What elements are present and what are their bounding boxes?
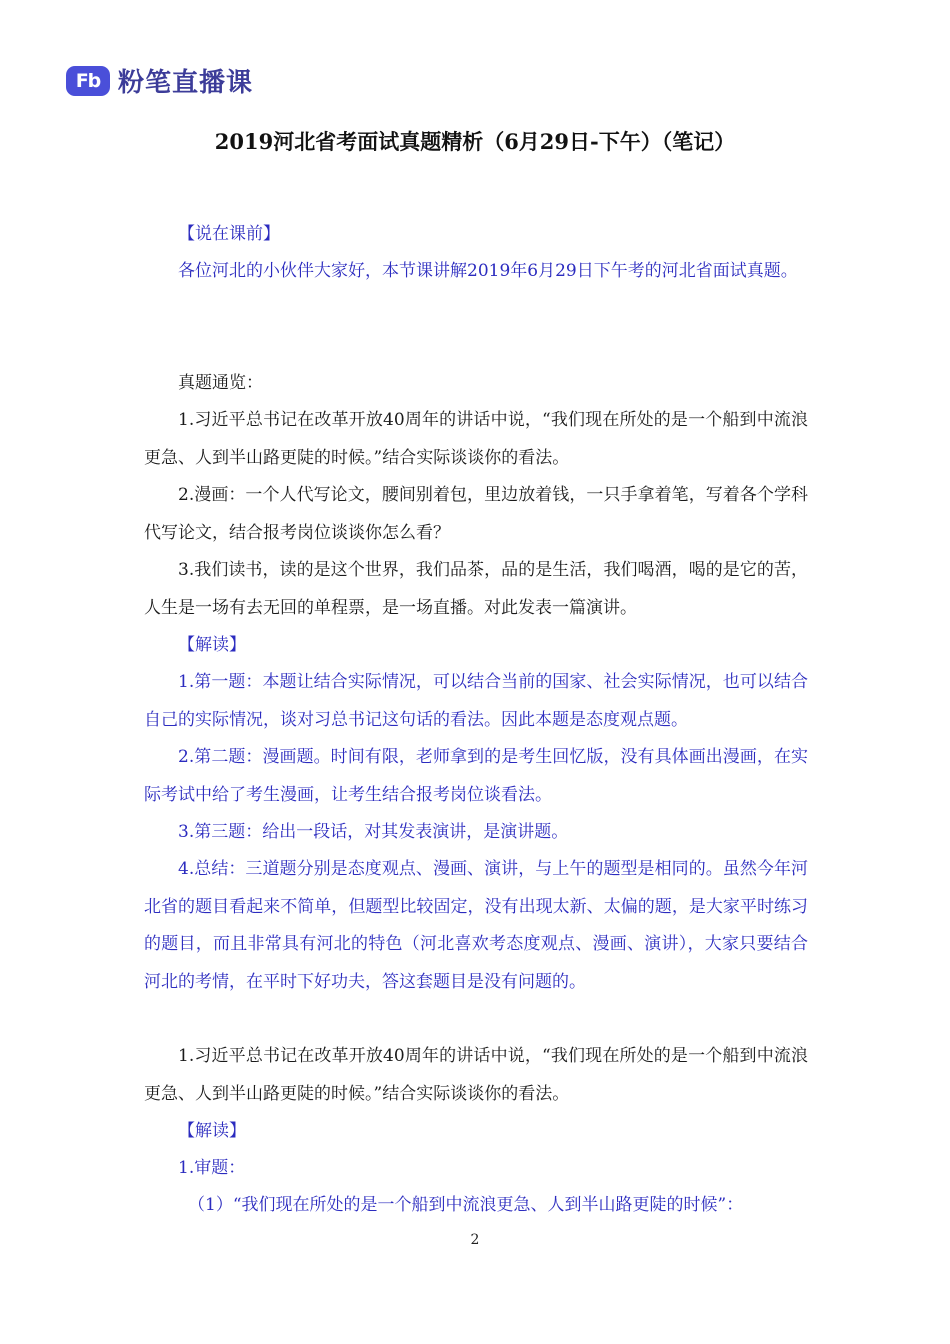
overview-heading: 真题通览： (178, 373, 263, 393)
intro-text: 各位河北的小伙伴大家好，本节课讲解2019年6月29日下午考的河北省面试真题。 (178, 261, 798, 281)
fb-logo-icon: Fb (66, 66, 110, 96)
overview-question-2: 2.漫画：一个人代写论文，腰间别着包，里边放着钱，一只手拿着笔，写着各个学科代写论文，结合报考岗位谈谈你怎么看？ (144, 485, 808, 543)
intro-heading: 【说在课前】 (178, 224, 280, 244)
question-1-analysis-heading: 【解读】 (178, 1121, 246, 1141)
analysis-item-4: 4.总结：三道题分别是态度观点、漫画、演讲，与上午的题型是相同的。虽然今年河北省的题目看起来不简单，但题型比较固定，没有出现太新、太偏的题，是大家平时练习的题目，而且非常具有河北的特色（河北喜欢考态度观点、漫画、演讲），大家只要结合河北的考情，在平时下好功夫，答这套题目是没有问题的。 (144, 859, 808, 992)
question-1-step: 1.审题： (178, 1158, 246, 1178)
analysis-item-2: 2.第二题：漫画题。时间有限，老师拿到的是考生回忆版，没有具体画出漫画，在实际考试中给了考生漫画，让考生结合报考岗位谈看法。 (144, 747, 808, 805)
brand-logo (66, 62, 253, 99)
brand-name: 粉笔直播课 (118, 68, 254, 98)
analysis-heading: 【解读】 (178, 635, 246, 655)
question-1-text: 1.习近平总书记在改革开放40周年的讲话中说，“我们现在所处的是一个船到中流浪更急、人到半山路更陡的时候。”结合实际谈谈你的看法。 (144, 1046, 808, 1104)
overview-question-3: 3.我们读书，读的是这个世界，我们品茶，品的是生活，我们喝酒，喝的是它的苦，人生是一场有去无回的单程票，是一场直播。对此发表一篇演讲。 (144, 560, 808, 618)
overview-question-1: 1.习近平总书记在改革开放40周年的讲话中说，“我们现在所处的是一个船到中流浪更急、人到半山路更陡的时候。”结合实际谈谈你的看法。 (144, 410, 808, 468)
analysis-item-1: 1.第一题：本题让结合实际情况，可以结合当前的国家、社会实际情况，也可以结合自己的实际情况，谈对习总书记这句话的看法。因此本题是态度观点题。 (144, 672, 808, 730)
analysis-item-3: 3.第三题：给出一段话，对其发表演讲，是演讲题。 (178, 822, 569, 842)
question-1-sub-point: （1）“我们现在所处的是一个船到中流浪更急、人到半山路更陡的时候”： (188, 1195, 744, 1215)
document-title: 2019河北省考面试真题精析（6月29日-下午）（笔记） (214, 129, 736, 154)
page-number: 2 (470, 1232, 480, 1248)
